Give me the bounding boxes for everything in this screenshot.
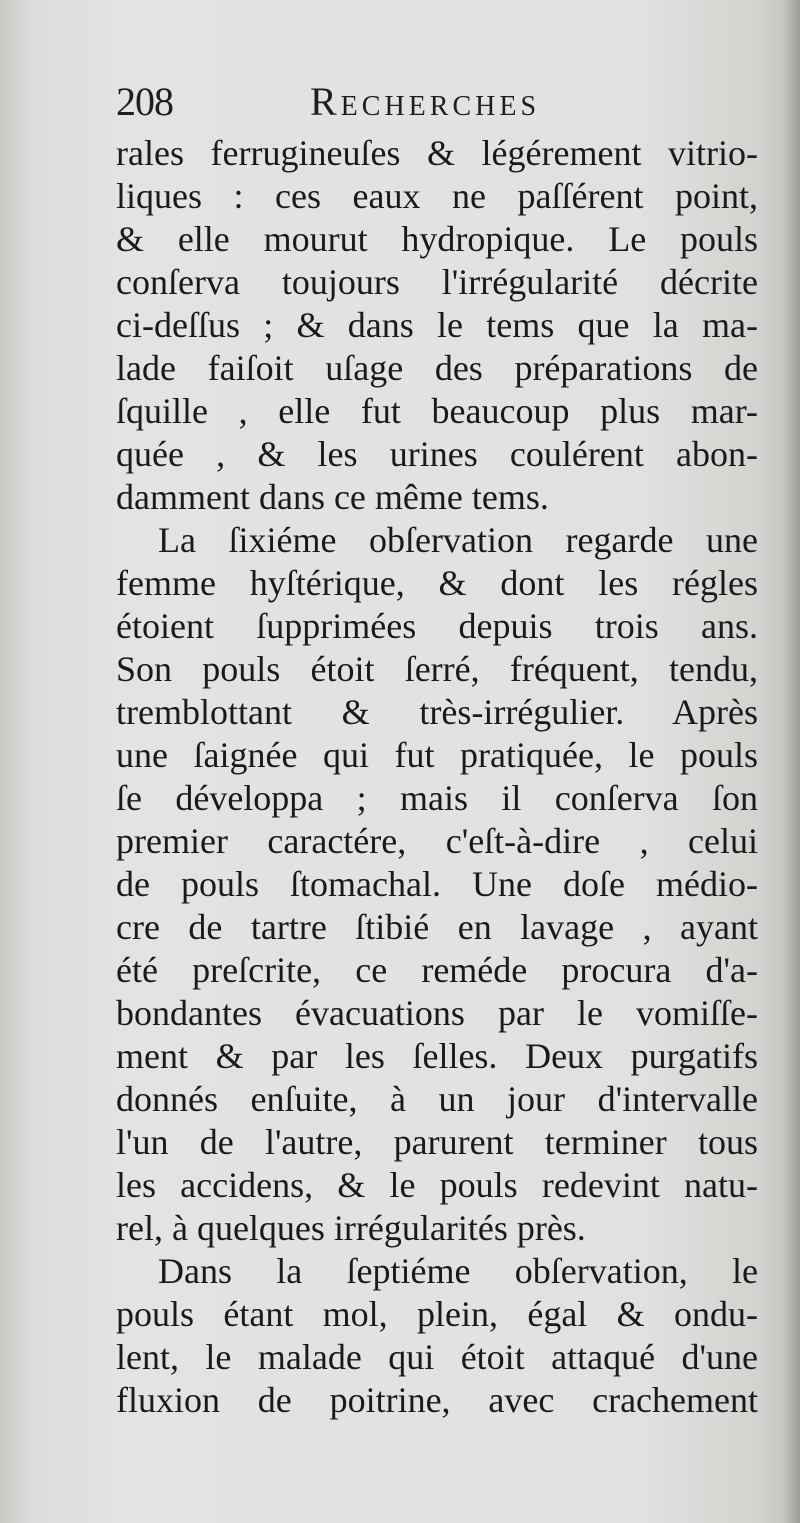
text-line: ment & par les ſelles. Deux purgatifs xyxy=(116,1036,758,1076)
text-line: bondantes évacuations par le vomiſſe- xyxy=(116,993,758,1033)
text-line: quée , & les urines coulérent abon- xyxy=(116,434,758,474)
text-line: été preſcrite, ce reméde procura d'a- xyxy=(116,950,758,990)
text-line: conſerva toujours l'irrégularité décrite xyxy=(116,262,758,302)
text-line: La ſixiéme obſervation regarde une xyxy=(158,520,758,560)
text-line: femme hyſtérique, & dont les régles xyxy=(116,563,758,603)
text-line: fluxion de poitrine, avec crachement xyxy=(116,1380,758,1420)
text-line: lade faiſoit uſage des préparations de xyxy=(116,348,758,388)
body-text xyxy=(116,132,758,1422)
text-line: Dans la ſeptiéme obſervation, le xyxy=(158,1251,758,1291)
page-header xyxy=(116,76,756,132)
text-line: & elle mourut hydropique. Le pouls xyxy=(116,219,758,259)
text-line: tremblottant & très-irrégulier. Après xyxy=(116,692,758,732)
text-line: premier caractére, c'eſt-à-dire , celui xyxy=(116,821,758,861)
text-line: les accidens, & le pouls redevint natu- xyxy=(116,1165,758,1205)
text-line: ſquille , elle fut beaucoup plus mar- xyxy=(116,391,758,431)
text-line: une ſaignée qui fut pratiquée, le pouls xyxy=(116,735,758,775)
text-line: ci-deſſus ; & dans le tems que la ma- xyxy=(116,305,758,345)
text-line: donnés enſuite, à un jour d'intervalle xyxy=(116,1079,758,1119)
page-number: 208 xyxy=(116,79,173,124)
running-head: Recherches xyxy=(310,79,541,124)
text-line: pouls étant mol, plein, égal & ondu- xyxy=(116,1294,758,1334)
text-line: Son pouls étoit ſerré, fréquent, tendu, xyxy=(116,649,758,689)
page-edge-shadow xyxy=(782,0,800,1523)
text-line: rel, à quelques irrégularités près. xyxy=(116,1208,586,1248)
text-line: liques : ces eaux ne paſſérent point, xyxy=(116,176,758,216)
text-line: étoient ſupprimées depuis trois ans. xyxy=(116,606,758,646)
text-line: lent, le malade qui étoit attaqué d'une xyxy=(116,1337,758,1377)
text-line: rales ferrugineuſes & légérement vitrio- xyxy=(116,133,758,173)
text-line: damment dans ce même tems. xyxy=(116,477,549,517)
text-line: de pouls ſtomachal. Une doſe médio- xyxy=(116,864,758,904)
text-line: cre de tartre ſtibié en lavage , ayant xyxy=(116,907,758,947)
text-line: l'un de l'autre, parurent terminer tous xyxy=(116,1122,758,1162)
text-line: ſe développa ; mais il conſerva ſon xyxy=(116,778,758,818)
